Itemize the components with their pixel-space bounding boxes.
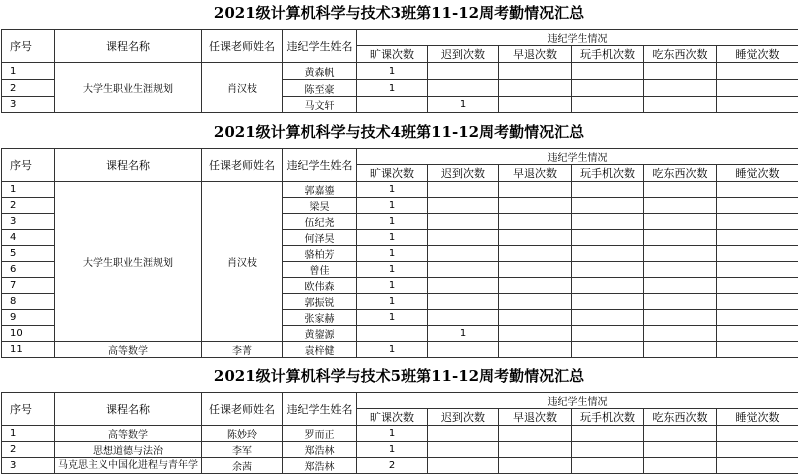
course-name: 马克思主义中国化进程与青年学 [55, 458, 202, 474]
count-cell [499, 262, 572, 278]
student-name: 袁梓健 [283, 342, 357, 358]
count-cell [572, 326, 644, 342]
teacher-name: 陈妙玲 [202, 426, 283, 442]
count-cell [717, 442, 798, 458]
row-index: 3 [2, 214, 55, 230]
row-index: 9 [2, 310, 55, 326]
count-cell [428, 214, 499, 230]
count-cell [644, 278, 717, 294]
header-student: 违纪学生姓名 [283, 393, 357, 426]
count-cell [572, 182, 644, 198]
count-cell [499, 442, 572, 458]
count-cell [717, 326, 798, 342]
count-cell [499, 326, 572, 342]
count-cell: 1 [357, 80, 428, 97]
student-name: 黄森帆 [283, 63, 357, 80]
count-cell [644, 458, 717, 474]
count-cell [717, 97, 798, 113]
header-count-col: 早退次数 [499, 46, 572, 63]
section-title-class5: 2021级计算机科学与技术5班第11-12周考勤情况汇总 [213, 367, 585, 385]
header-student: 违纪学生姓名 [283, 149, 357, 182]
count-cell [644, 426, 717, 442]
count-cell [644, 214, 717, 230]
student-name: 骆柏芳 [283, 246, 357, 262]
header-count-col: 旷课次数 [357, 409, 428, 426]
count-cell [499, 80, 572, 97]
table-row [2, 458, 798, 474]
row-index: 1 [2, 63, 55, 80]
student-name: 欧伟森 [283, 278, 357, 294]
header-teacher: 任课老师姓名 [202, 149, 283, 182]
header-course: 课程名称 [55, 30, 202, 63]
header-count-col: 睡觉次数 [717, 409, 798, 426]
header-course: 课程名称 [55, 149, 202, 182]
header-violation-group: 违纪学生情况 [357, 30, 798, 46]
count-cell [572, 80, 644, 97]
row-index: 5 [2, 246, 55, 262]
count-cell [572, 63, 644, 80]
count-cell [644, 97, 717, 113]
header-count-col: 旷课次数 [357, 165, 428, 182]
header-count-col: 迟到次数 [428, 46, 499, 63]
attendance-table [1, 29, 798, 113]
header-count-col: 吃东西次数 [644, 46, 717, 63]
count-cell [717, 310, 798, 326]
count-cell [644, 198, 717, 214]
count-cell: 1 [357, 182, 428, 198]
count-cell: 2 [357, 458, 428, 474]
count-cell [717, 80, 798, 97]
count-cell [499, 246, 572, 262]
count-cell [572, 262, 644, 278]
count-cell [499, 294, 572, 310]
count-cell [644, 294, 717, 310]
header-count-col: 迟到次数 [428, 165, 499, 182]
table-row [2, 342, 798, 358]
student-name: 郑浩林 [283, 442, 357, 458]
header-count-col: 早退次数 [499, 165, 572, 182]
header-count-col: 玩手机次数 [572, 409, 644, 426]
count-cell: 1 [357, 310, 428, 326]
header-count-col: 旷课次数 [357, 46, 428, 63]
header-index: 序号 [2, 393, 55, 426]
student-name: 罗而正 [283, 426, 357, 442]
row-index: 3 [2, 458, 55, 474]
count-cell: 1 [428, 326, 499, 342]
count-cell [428, 310, 499, 326]
count-cell [428, 63, 499, 80]
attendance-table [1, 392, 798, 474]
count-cell [572, 458, 644, 474]
count-cell [644, 230, 717, 246]
count-cell: 1 [357, 426, 428, 442]
table-row [2, 442, 798, 458]
count-cell [644, 442, 717, 458]
course-name: 大学生职业生涯规划 [55, 182, 202, 342]
count-cell [572, 310, 644, 326]
header-violation-group: 违纪学生情况 [357, 393, 798, 409]
count-cell [499, 182, 572, 198]
section-title-class4: 2021级计算机科学与技术4班第11-12周考勤情况汇总 [213, 123, 585, 141]
row-index: 2 [2, 80, 55, 97]
count-cell [717, 294, 798, 310]
count-cell [499, 198, 572, 214]
count-cell [644, 262, 717, 278]
count-cell [572, 214, 644, 230]
student-name: 曾佳 [283, 262, 357, 278]
student-name: 郭嘉鎏 [283, 182, 357, 198]
count-cell [572, 230, 644, 246]
count-cell [428, 342, 499, 358]
table-row [2, 426, 798, 442]
teacher-name: 肖汉枝 [202, 182, 283, 342]
student-name: 梁昊 [283, 198, 357, 214]
header-violation-group: 违纪学生情况 [357, 149, 798, 165]
row-index: 11 [2, 342, 55, 358]
header-count-col: 早退次数 [499, 409, 572, 426]
count-cell [428, 294, 499, 310]
row-index: 1 [2, 426, 55, 442]
attendance-table [1, 148, 798, 358]
count-cell [428, 458, 499, 474]
student-name: 伍纪尧 [283, 214, 357, 230]
count-cell: 1 [357, 230, 428, 246]
count-cell [572, 442, 644, 458]
header-count-col: 吃东西次数 [644, 409, 717, 426]
count-cell [644, 310, 717, 326]
row-index: 3 [2, 97, 55, 113]
count-cell: 1 [357, 278, 428, 294]
count-cell [644, 246, 717, 262]
count-cell [717, 63, 798, 80]
teacher-name: 肖汉枝 [202, 63, 283, 113]
header-count-col: 吃东西次数 [644, 165, 717, 182]
count-cell: 1 [357, 214, 428, 230]
count-cell [428, 80, 499, 97]
student-name: 张家赫 [283, 310, 357, 326]
count-cell [717, 458, 798, 474]
count-cell [499, 214, 572, 230]
teacher-name: 李军 [202, 442, 283, 458]
count-cell [717, 278, 798, 294]
count-cell: 1 [357, 294, 428, 310]
count-cell [428, 198, 499, 214]
count-cell [717, 342, 798, 358]
count-cell: 1 [357, 246, 428, 262]
table-row [2, 182, 798, 198]
count-cell [357, 97, 428, 113]
header-course: 课程名称 [55, 393, 202, 426]
row-index: 7 [2, 278, 55, 294]
header-teacher: 任课老师姓名 [202, 393, 283, 426]
count-cell [572, 97, 644, 113]
count-cell [572, 278, 644, 294]
student-name: 郭振锐 [283, 294, 357, 310]
count-cell [428, 230, 499, 246]
header-count-col: 睡觉次数 [717, 46, 798, 63]
row-index: 6 [2, 262, 55, 278]
count-cell: 1 [357, 198, 428, 214]
count-cell: 1 [357, 262, 428, 278]
teacher-name: 余茜 [202, 458, 283, 474]
student-name: 黄鋆源 [283, 326, 357, 342]
row-index: 4 [2, 230, 55, 246]
count-cell [717, 426, 798, 442]
header-teacher: 任课老师姓名 [202, 30, 283, 63]
count-cell: 1 [357, 63, 428, 80]
course-name: 大学生职业生涯规划 [55, 63, 202, 113]
student-name: 马文轩 [283, 97, 357, 113]
count-cell [428, 262, 499, 278]
count-cell [572, 426, 644, 442]
header-student: 违纪学生姓名 [283, 30, 357, 63]
teacher-name: 李菁 [202, 342, 283, 358]
count-cell [499, 63, 572, 80]
student-name: 何泽昊 [283, 230, 357, 246]
count-cell [499, 342, 572, 358]
count-cell [428, 426, 499, 442]
count-cell [717, 262, 798, 278]
count-cell: 1 [428, 97, 499, 113]
count-cell [644, 326, 717, 342]
header-index: 序号 [2, 30, 55, 63]
row-index: 8 [2, 294, 55, 310]
count-cell [357, 326, 428, 342]
count-cell [572, 198, 644, 214]
count-cell [499, 97, 572, 113]
course-name: 高等数学 [55, 342, 202, 358]
count-cell [428, 182, 499, 198]
header-count-col: 睡觉次数 [717, 165, 798, 182]
count-cell [572, 246, 644, 262]
course-name: 思想道德与法治 [55, 442, 202, 458]
row-index: 10 [2, 326, 55, 342]
count-cell [717, 230, 798, 246]
course-name: 高等数学 [55, 426, 202, 442]
count-cell [717, 198, 798, 214]
count-cell [644, 342, 717, 358]
table-row [2, 63, 798, 80]
header-count-col: 迟到次数 [428, 409, 499, 426]
count-cell [428, 246, 499, 262]
row-index: 2 [2, 442, 55, 458]
student-name: 陈至豪 [283, 80, 357, 97]
count-cell [499, 230, 572, 246]
header-index: 序号 [2, 149, 55, 182]
header-count-col: 玩手机次数 [572, 46, 644, 63]
row-index: 1 [2, 182, 55, 198]
count-cell [644, 63, 717, 80]
count-cell: 1 [357, 342, 428, 358]
count-cell [499, 310, 572, 326]
count-cell [499, 458, 572, 474]
count-cell [644, 182, 717, 198]
count-cell: 1 [357, 442, 428, 458]
count-cell [428, 442, 499, 458]
count-cell [717, 246, 798, 262]
count-cell [644, 80, 717, 97]
count-cell [572, 342, 644, 358]
count-cell [717, 182, 798, 198]
student-name: 郑浩林 [283, 458, 357, 474]
count-cell [572, 294, 644, 310]
count-cell [499, 426, 572, 442]
header-count-col: 玩手机次数 [572, 165, 644, 182]
row-index: 2 [2, 198, 55, 214]
section-title-class3: 2021级计算机科学与技术3班第11-12周考勤情况汇总 [213, 4, 585, 22]
count-cell [428, 278, 499, 294]
count-cell [717, 214, 798, 230]
count-cell [499, 278, 572, 294]
